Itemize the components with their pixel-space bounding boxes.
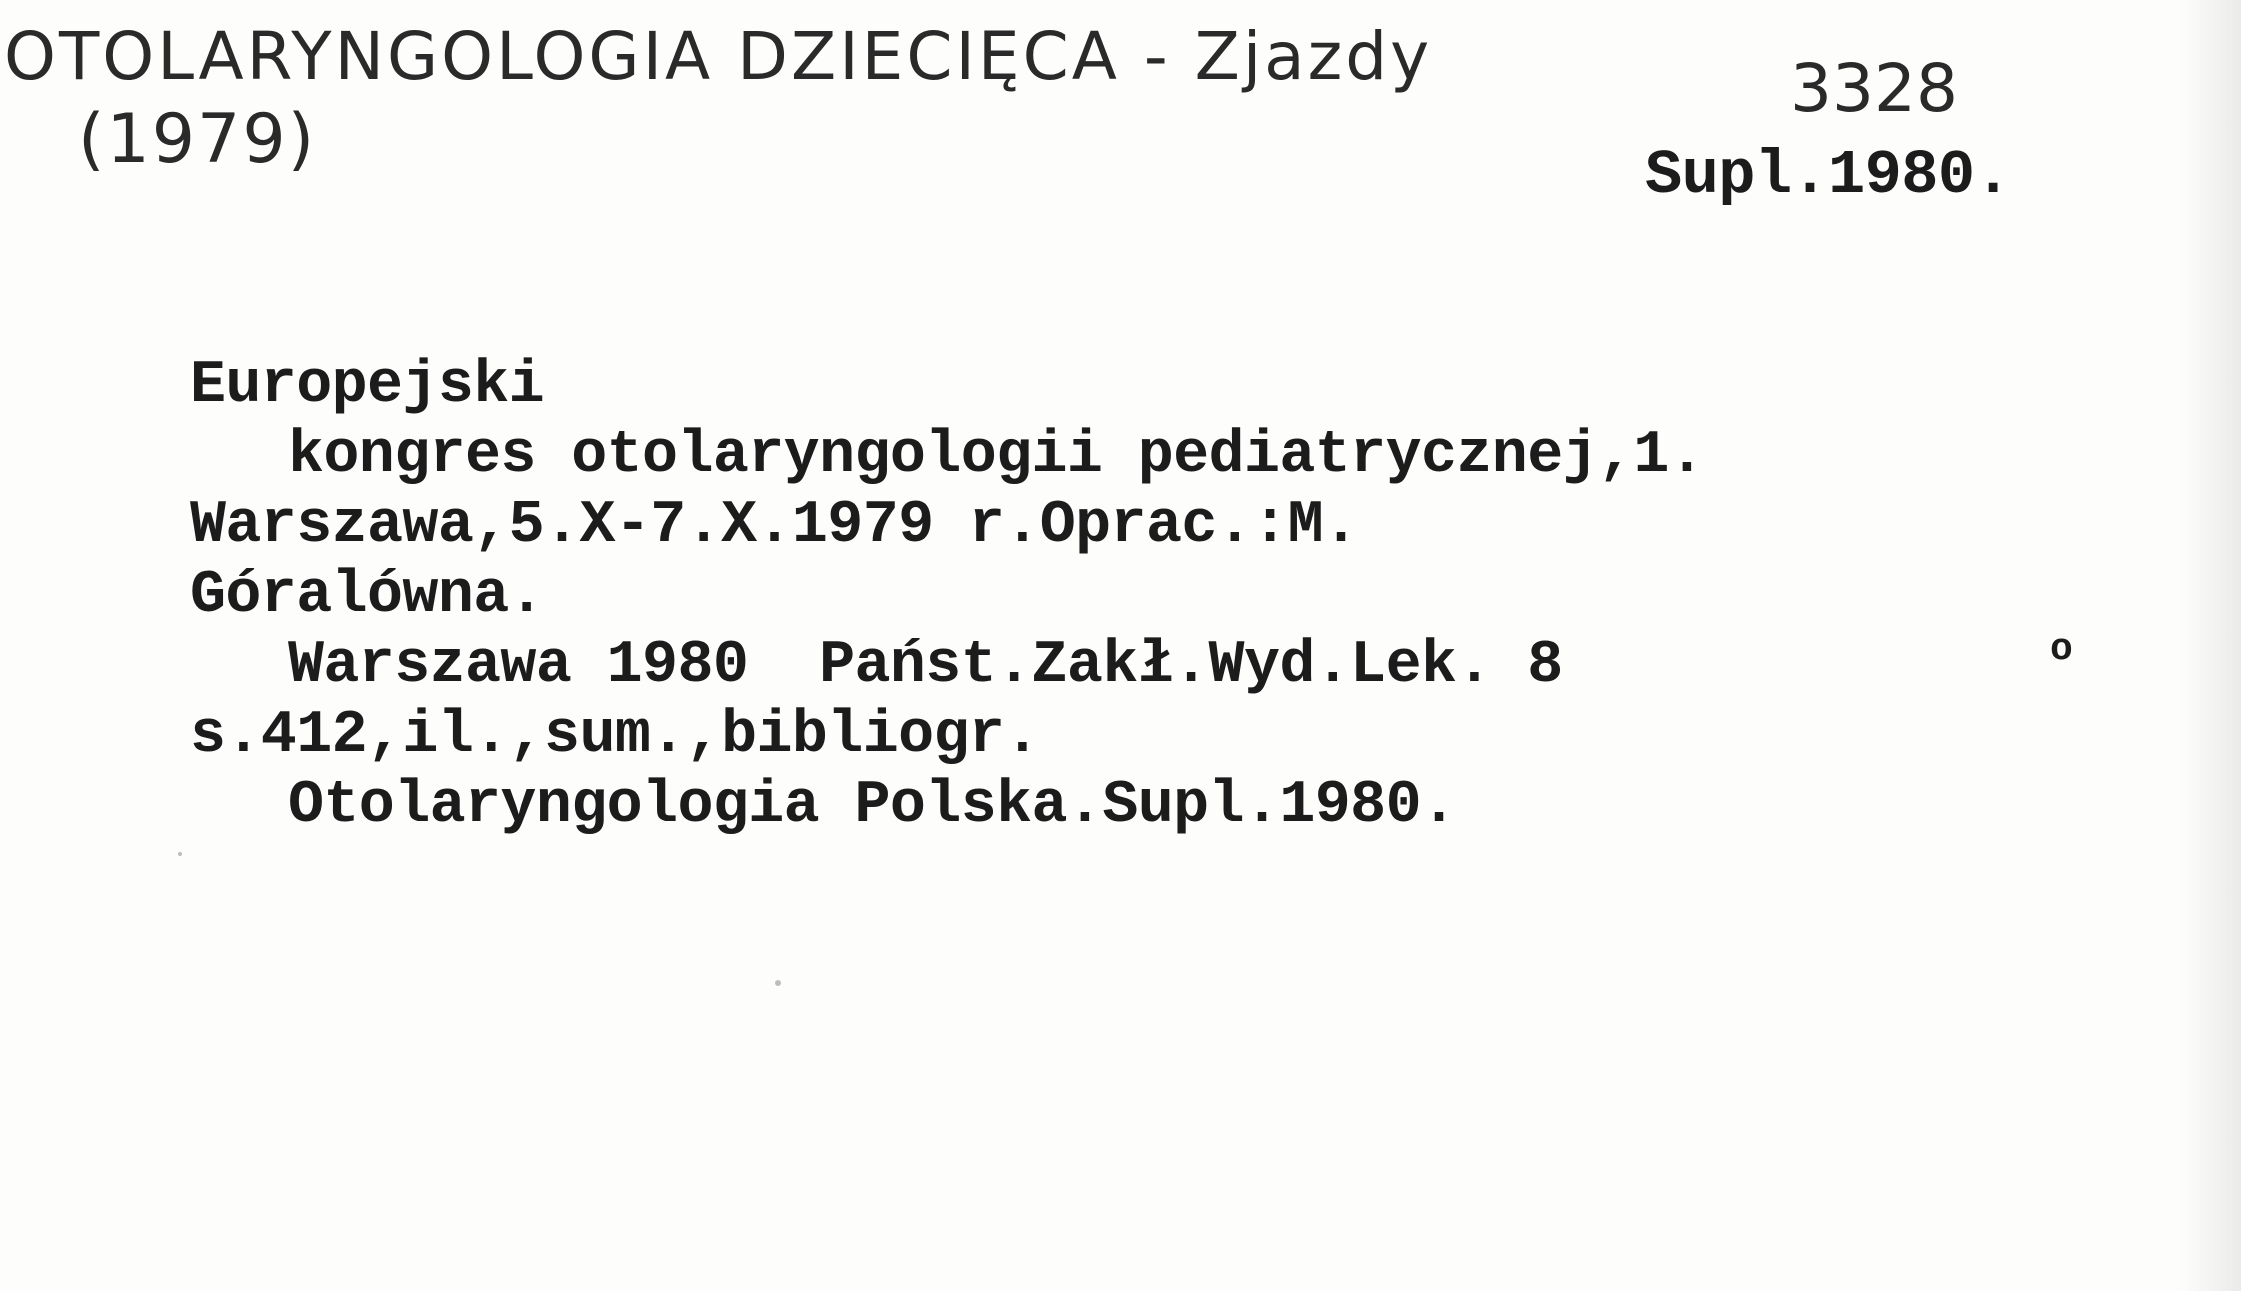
paper-speck: [775, 980, 781, 986]
entry-line-6: s.412,il.,sum.,bibliogr.: [190, 702, 1040, 770]
heading-year: (1979): [78, 100, 317, 179]
entry-line-7: Otolaryngologia Polska.Supl.1980.: [288, 772, 1457, 840]
paper-speck: [178, 852, 182, 856]
entry-line-5: Warszawa 1980 Państ.Zakł.Wyd.Lek. 8: [288, 632, 1563, 700]
entry-line-2: kongres otolaryngologii pediatrycznej,1.: [288, 422, 1705, 490]
subject-heading: OTOLARYNGOLOGIA DZIECIĘCA - Zjazdy: [4, 18, 1433, 95]
entry-line-3: Warszawa,5.X-7.X.1979 r.Oprac.:M.: [190, 492, 1359, 560]
entry-line-1: Europejski: [190, 352, 545, 420]
format-degree-sign: o: [2050, 628, 2073, 671]
card-edge-shadow: [2181, 0, 2241, 1291]
entry-line-4: Góralówna.: [190, 562, 545, 630]
call-number: 3328: [1790, 50, 1958, 127]
supplement-note: Supl.1980.: [1645, 140, 2012, 211]
